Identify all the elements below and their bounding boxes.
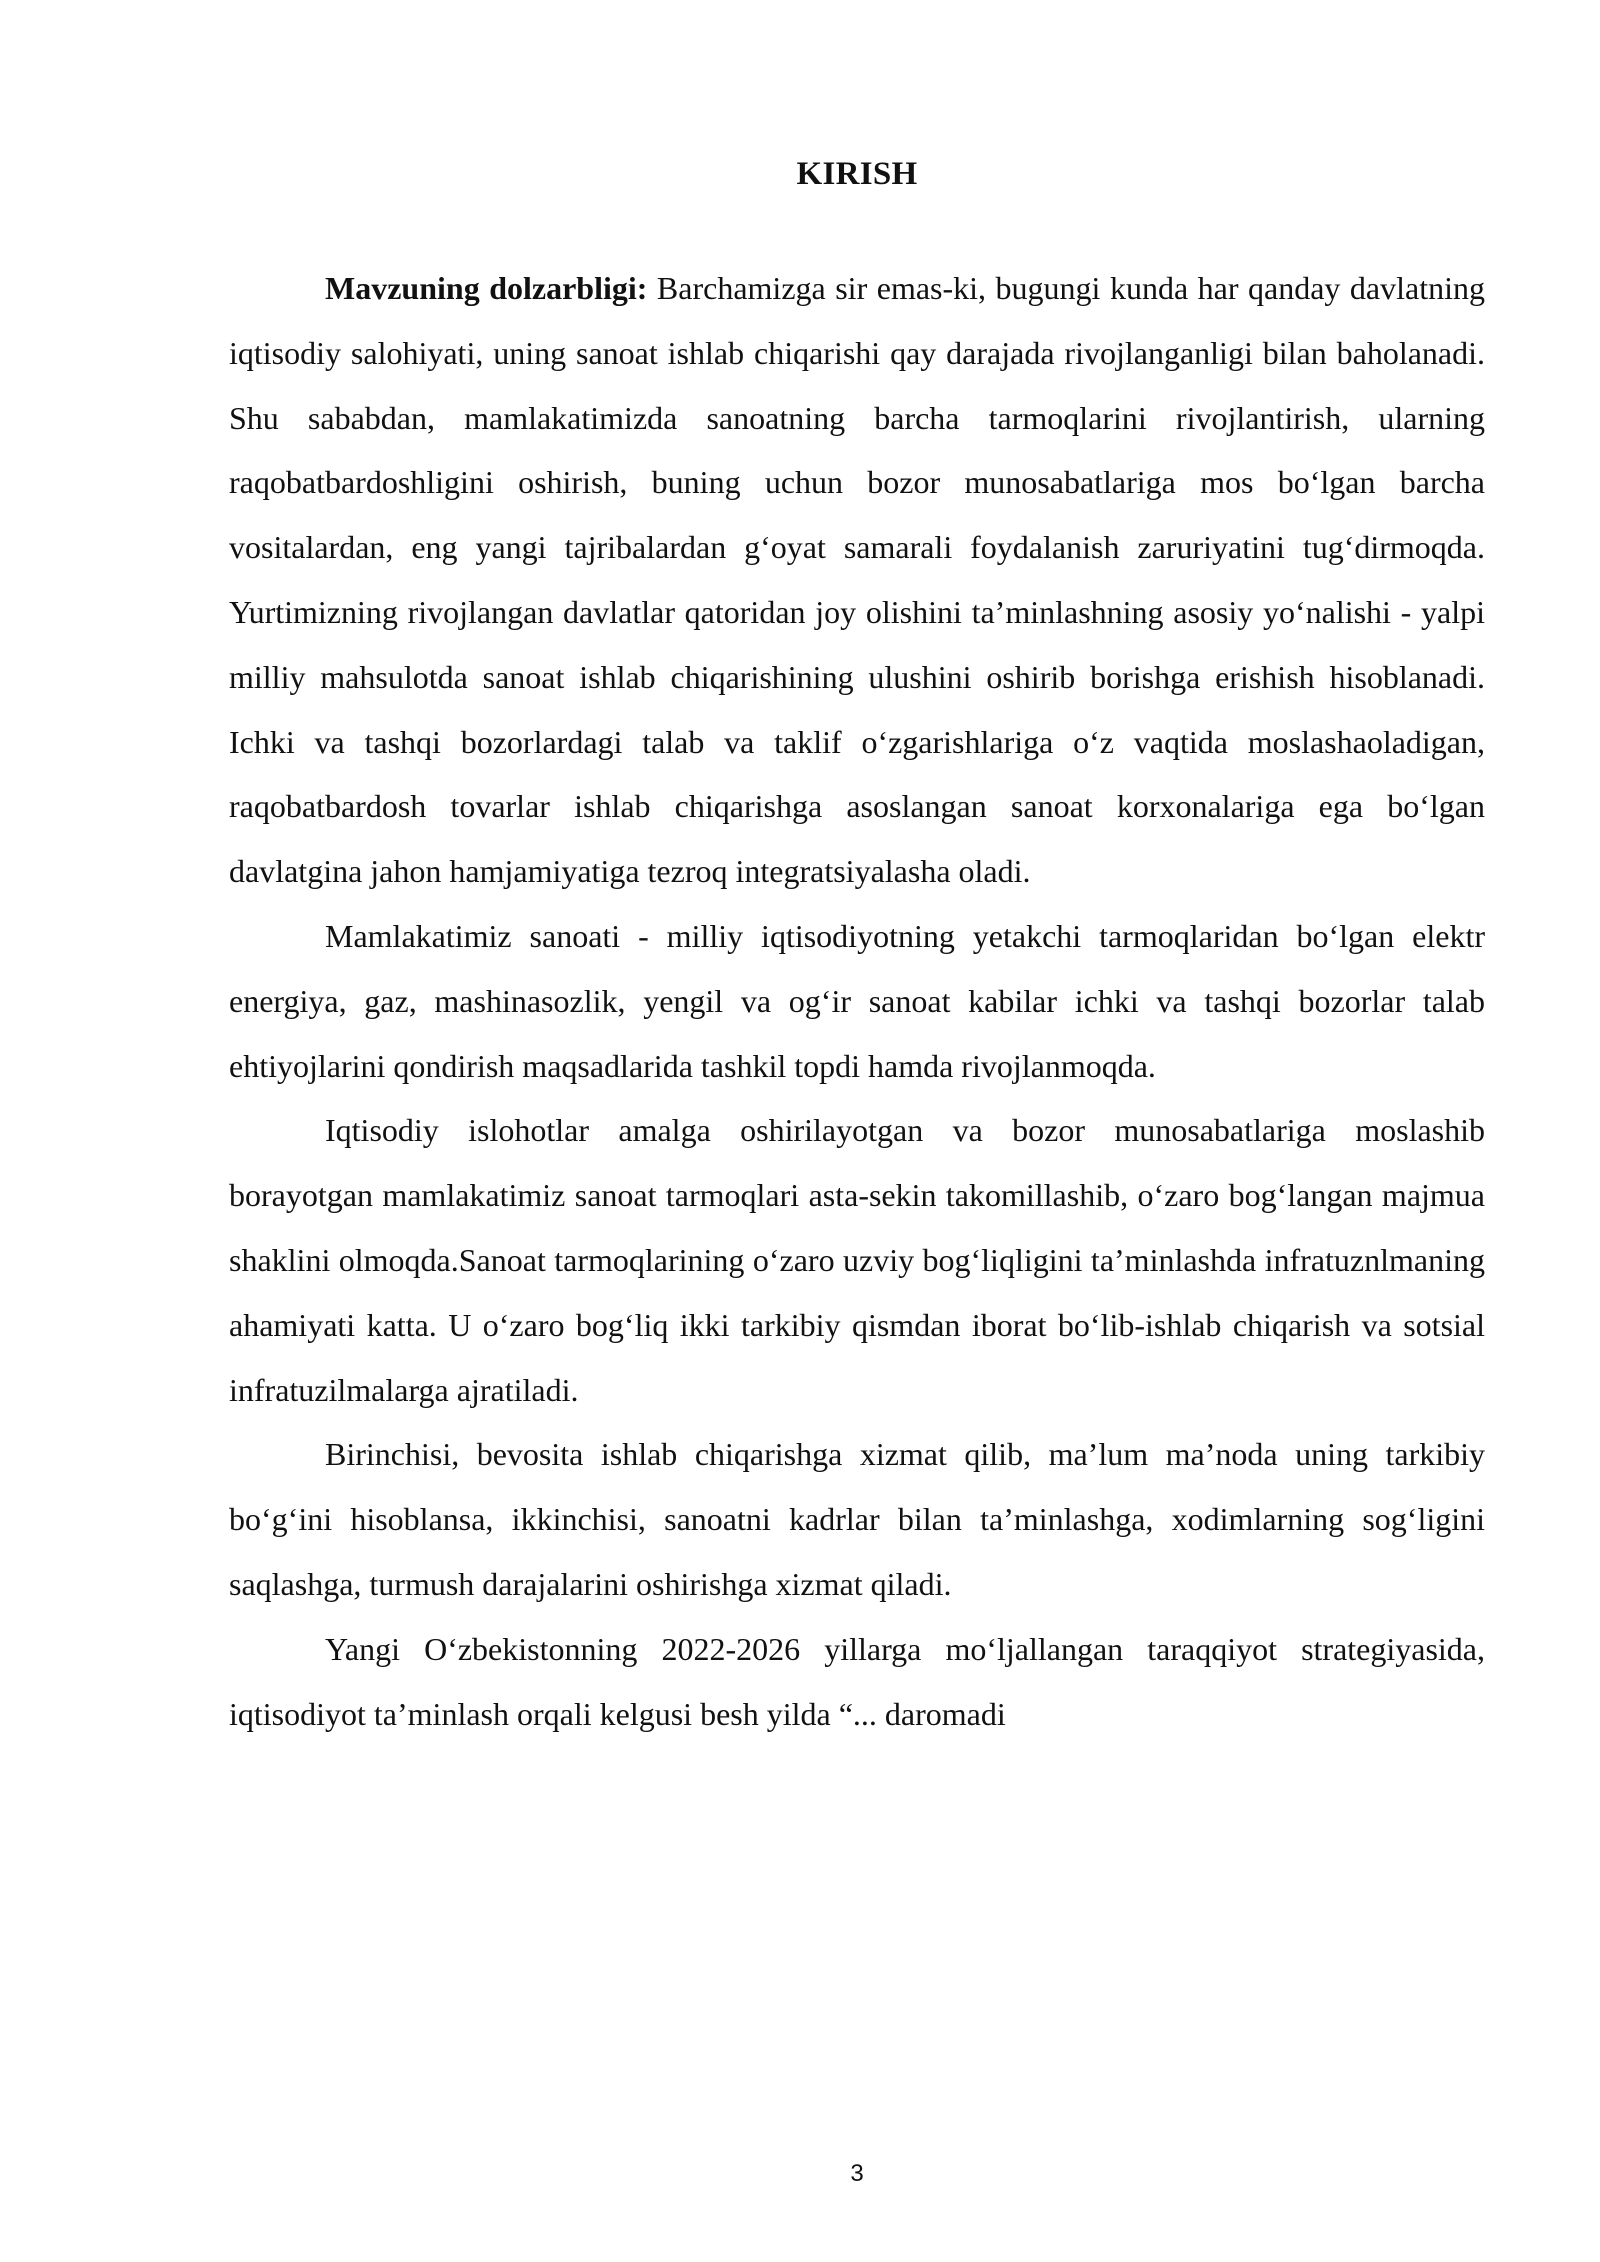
page-title: KIRISH bbox=[796, 156, 918, 192]
paragraph-text: Barchamizga sir emas-ki, bugungi kunda har qanday davlatning iqtisodiy salohiyati, uning sanoat ishlab chiqarishi qay darajada rivojlanganligi bilan baholanadi. Shu sababdan, mamlakatimizda sanoatning barcha tarmoqlarini rivojlantirish, ularning raqobatbardoshligini oshirish, buning uchun bozor munosabatlariga mos boʻlgan barcha vositalardan, eng yangi tajribalardan gʻoyat samarali foydalanish zaruriyatini tugʻdirmoqda. Yurtimizning rivojlangan davlatlar qatoridan joy olishini taʼminlashning asosiy yoʻnalishi - yalpi milliy mahsulotda sanoat ishlab chiqarishining ulushini oshirib borishga erishish hisoblanadi. Ichki va tashqi bozorlardagi talab va taklif oʻzgarishlariga oʻz vaqtida moslashaoladigan, raqobatbardosh tovarlar ishlab chiqarishga asoslangan sanoat korxonalariga ega boʻlgan davlatgina jahon hamjamiyatiga tezroq integratsiyalasha oladi. bbox=[229, 270, 1486, 890]
paragraph-reforms: Iqtisodiy islohotlar amalga oshirilayotgan va bozor munosabatlariga moslashib borayotgan mamlakatimiz sanoat tarmoqlari asta-sekin takomillashib, oʻzaro bogʻlangan majmua shaklini olmoqda.Sanoat tarmoqlarining oʻzaro uzviy bogʻliqligini taʼminlashda infratuznlmaning ahamiyati katta. U oʻzaro bogʻliq ikki tarkibiy qismdan iborat boʻlib-ishlab chiqarish va sotsial infratuzilmalarga ajratiladi. bbox=[229, 1112, 1485, 1408]
paragraph-lead: Mavzuning dolzarbligi: bbox=[325, 270, 648, 306]
paragraph-industry: Mamlakatimiz sanoati - milliy iqtisodiyotning yetakchi tarmoqlaridan boʻlgan elektr energiya, gaz, mashinasozlik, yengil va ogʻir sanoat kabilar ichki va tashqi bozorlar talab ehtiyojlarini qondirish maqsadlarida tashkil topdi hamda rivojlanmoqda. bbox=[229, 917, 1485, 1084]
paragraph-relevance bbox=[229, 256, 1485, 904]
body-text bbox=[229, 256, 1485, 1746]
paragraph-infrastructure: Birinchisi, bevosita ishlab chiqarishga xizmat qilib, maʼlum maʼnoda uning tarkibiy boʻgʻini hisoblansa, ikkinchisi, sanoatni kadrlar bilan taʼminlashga, xodimlarning sogʻligini saqlashga, turmush darajalarini oshirishga xizmat qiladi. bbox=[229, 1436, 1485, 1602]
page-number: 3 bbox=[850, 2160, 864, 2187]
document-page bbox=[229, 0, 1485, 2262]
paragraph-strategy: Yangi Oʻzbekistonning 2022-2026 yillarga moʻljallangan taraqqiyot strategiyasida, iqtisodiyot taʼminlash orqali kelgusi besh yilda “... daromadi bbox=[229, 1630, 1485, 1732]
